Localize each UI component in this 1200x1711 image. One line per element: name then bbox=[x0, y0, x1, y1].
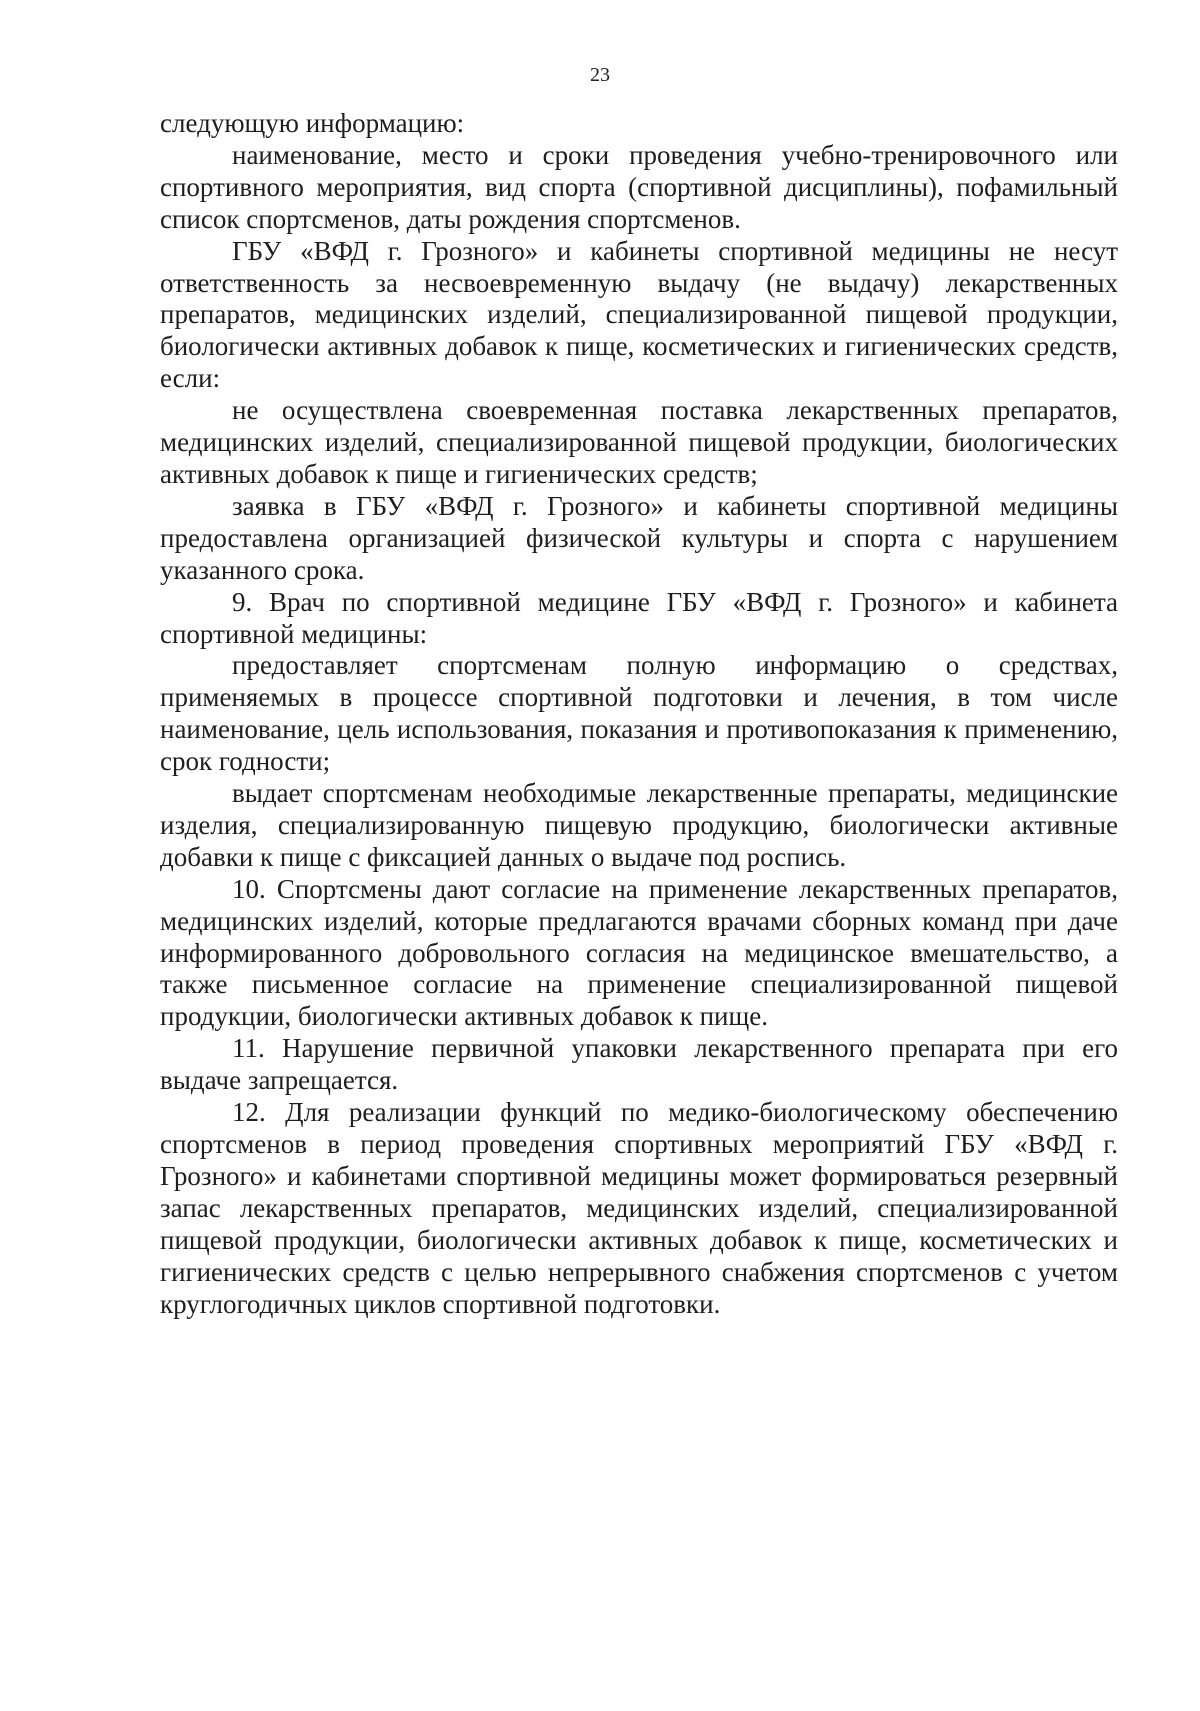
document-body bbox=[160, 108, 1118, 1320]
paragraph-condition-request: заявка в ГБУ «ВФД г. Грозного» и кабинеты спортивной медицины предоставлена организацией физической культуры и спорта с нарушением указанного срока. bbox=[160, 490, 1118, 585]
paragraph-item-9-issue: выдает спортсменам необходимые лекарственные препараты, медицинские изделия, специализированную пищевую продукцию, биологически активные добавки к пище с фиксацией данных о выдаче под роспись. bbox=[160, 778, 1118, 872]
paragraph-item-9: 9. Врач по спортивной медицине ГБУ «ВФД г. Грозного» и кабинета спортивной медицины: bbox=[160, 586, 1118, 649]
paragraph-item-12: 12. Для реализации функций по медико-биологическому обеспечению спортсменов в период проведения спортивных мероприятий ГБУ «ВФД г. Грозного» и кабинетами спортивной медицины может формироваться резервный запас лекарственных препаратов, медицинских изделий, специализированной пищевой продукции, биологически активных добавок к пище, косметических и гигиенических средств с целью непрерывного снабжения спортсменов с учетом круглогодичных циклов спортивной подготовки. bbox=[160, 1097, 1118, 1319]
paragraph-condition-supply: не осуществлена своевременная поставка лекарственных препаратов, медицинских изделий, специализированной пищевой продукции, биологических активных добавок к пище и гигиенических средств; bbox=[160, 395, 1118, 489]
page-number: 23 bbox=[590, 64, 610, 86]
paragraph-item-9-info: предоставляет спортсменам полную информацию о средствах, применяемых в процессе спортивной подготовки и лечения, в том числе наименование, цель использования, показания и противопоказания к применению, срок годности; bbox=[160, 650, 1118, 777]
paragraph-responsibility: ГБУ «ВФД г. Грозного» и кабинеты спортивной медицины не несут ответственность за несвоевременную выдачу (не выдачу) лекарственных препаратов, медицинских изделий, специализированной пищевой продукции, биологически активных добавок к пище, косметических и гигиенических средств, если: bbox=[160, 235, 1118, 394]
paragraph-item-10: 10. Спортсмены дают согласие на применение лекарственных препаратов, медицинских изделий, которые предлагаются врачами сборных команд при даче информированного добровольного согласия на медицинское вмешательство, а также письменное согласие на применение специализированной пищевой продукции, биологически активных добавок к пище. bbox=[160, 873, 1118, 1032]
paragraph-info-list: наименование, место и сроки проведения учебно-тренировочного или спортивного мероприятия, вид спорта (спортивной дисциплины), пофамильный список спортсменов, даты рождения спортсменов. bbox=[160, 139, 1118, 234]
paragraph-item-11: 11. Нарушение первичной упаковки лекарственного препарата при его выдаче запрещается. bbox=[160, 1033, 1118, 1096]
paragraph-intro: следующую информацию: bbox=[160, 108, 465, 138]
